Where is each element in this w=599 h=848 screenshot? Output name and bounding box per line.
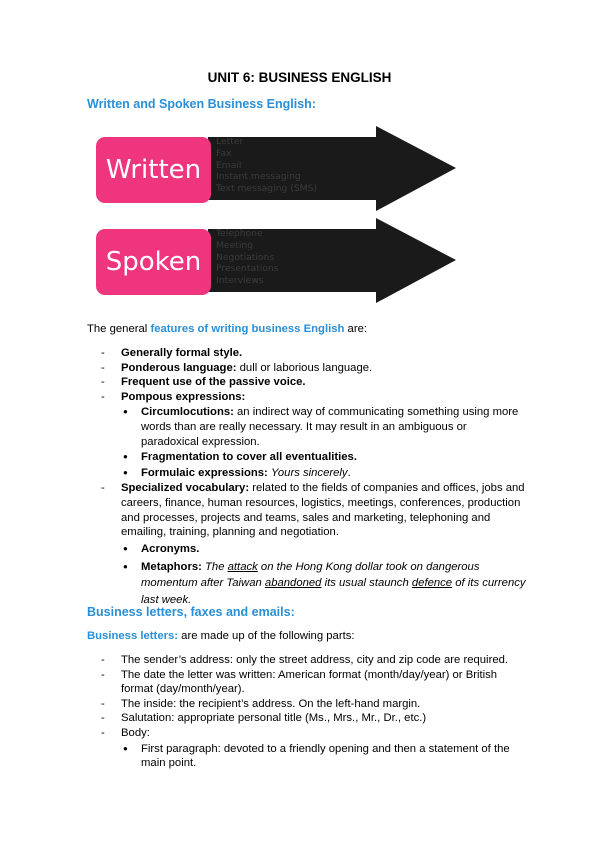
metaphor-text: of its currency last week. <box>141 577 526 607</box>
written-item: Email <box>216 159 242 171</box>
spoken-item: Negotiations <box>216 251 275 263</box>
spoken-items <box>216 228 279 287</box>
feature-term: Circumlocutions: <box>141 406 234 419</box>
letters-intro-text: are made up of the following parts: <box>178 630 355 642</box>
spoken-item: Meeting <box>216 239 254 251</box>
feature-desc: related to the fields of companies and offices, jobs and careers, finance, human resources, logistics, meetings, conferences, production and processes, projects and teams, sales and marketing, telephoning and emailing, training, planning and negotiation. <box>121 482 525 539</box>
list-item: ● Formulaic expressions: Yours sincerely. <box>121 466 527 481</box>
body-label: Body: <box>121 726 150 739</box>
list-item <box>121 405 527 449</box>
written-item: Instant messaging <box>216 171 301 183</box>
spoken-item: Telephone <box>216 228 263 239</box>
feature-desc: an indirect way of communicating something using more words than are really necessary. It may result in an ambiguous or paradoxical expression. <box>141 406 519 448</box>
intro-highlight: features of writing business English <box>150 323 345 335</box>
features-intro <box>87 323 367 335</box>
metaphor-underlined: abandoned <box>264 577 322 590</box>
sub-list <box>121 405 527 480</box>
feature-text: Pompous expressions: <box>121 390 246 403</box>
features-list <box>87 346 527 610</box>
list-item <box>121 559 527 609</box>
page-title: UNIT 6: BUSINESS ENGLISH <box>207 70 392 85</box>
list-item <box>121 450 527 465</box>
written-item: Text messaging (SMS) <box>216 183 318 195</box>
list-item <box>87 390 527 481</box>
feature-term: Formulaic expressions: <box>141 466 268 479</box>
spoken-item: Interviews <box>216 275 264 287</box>
sub-list <box>121 541 527 609</box>
feature-term: Metaphors: <box>141 560 202 573</box>
list-item <box>87 481 527 609</box>
letters-highlight: Business letters: <box>87 630 179 642</box>
letters-intro <box>87 630 355 642</box>
spoken-box: Spoken <box>96 229 211 295</box>
diagram-row-spoken <box>96 218 456 303</box>
feature-desc: dull or laborious language. <box>236 361 373 374</box>
written-items <box>216 136 317 195</box>
metaphor-underlined: defence <box>411 577 453 590</box>
sub-list <box>121 742 527 771</box>
list-item <box>121 541 527 558</box>
written-box: Written <box>96 137 211 203</box>
feature-text: Fragmentation to cover all eventualities. <box>141 451 357 464</box>
metaphor-text: its usual staunch <box>321 577 412 590</box>
list-item: - Salutation: appropriate personal title (Ms., Mrs., Mr., Dr., etc.) <box>87 711 527 726</box>
feature-example: Yours sincerely <box>270 466 348 479</box>
metaphor-text: on the Hong Kong dollar took on dangerous momentum after Taiwan <box>141 560 480 590</box>
list-item <box>87 726 527 771</box>
diagram-row-written <box>96 126 456 211</box>
spoken-item: Presentations <box>216 263 279 275</box>
section-heading-written-spoken: Written and Spoken Business English: <box>87 97 316 111</box>
feature-text: Acronyms. <box>141 542 200 555</box>
list-item <box>87 375 527 390</box>
section-heading-letters: Business letters, faxes and emails: <box>87 605 295 619</box>
intro-text-end: are: <box>344 323 368 335</box>
list-item <box>87 361 527 376</box>
list-item: ● First paragraph: devoted to a friendly opening and then a statement of the main point. <box>121 742 527 771</box>
letters-list <box>87 653 527 772</box>
feature-term: Specialized vocabulary: <box>121 482 250 495</box>
list-item: - The sender’s address: only the street address, city and zip code are required. <box>87 653 527 668</box>
list-item: - The inside: the recipient’s address. On the left-hand margin. <box>87 697 527 712</box>
intro-text: The general <box>87 323 151 335</box>
feature-text: Frequent use of the passive voice. <box>121 376 306 389</box>
feature-term: Ponderous language: <box>121 361 237 374</box>
metaphor-underlined: attack <box>227 560 258 573</box>
list-item: - The date the letter was written: American format (month/day/year) or British format (day/month/year). <box>87 668 527 697</box>
metaphor-text: The <box>205 560 228 573</box>
list-item <box>87 346 527 361</box>
written-item: Fax <box>216 147 232 159</box>
feature-text: Generally formal style. <box>121 347 243 359</box>
written-item: Letter <box>216 136 244 147</box>
